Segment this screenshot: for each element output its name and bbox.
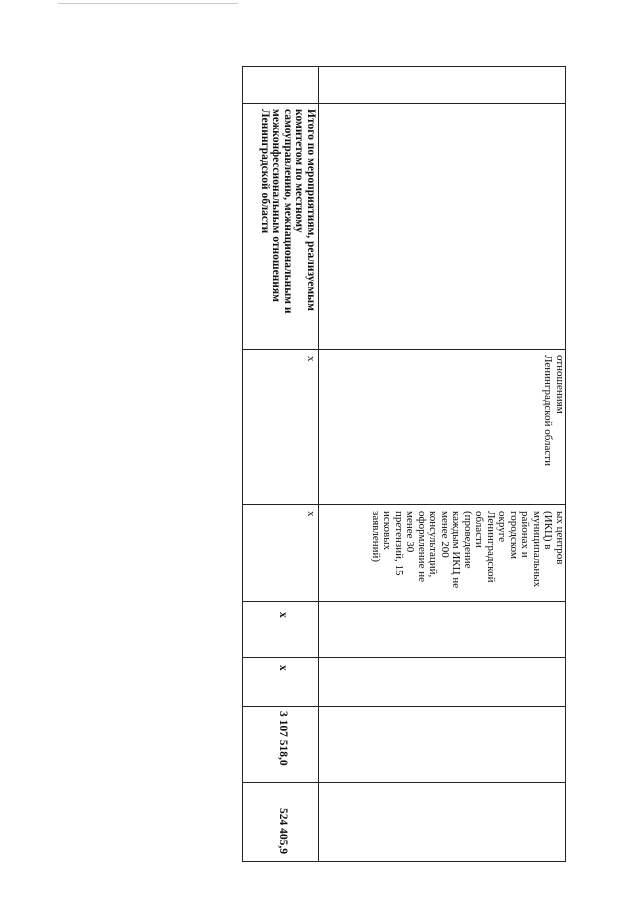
text-line: районах и: [519, 511, 532, 558]
text-line: комитетом по местному: [293, 109, 306, 233]
column-divider: [243, 782, 565, 783]
text-line: (проведение: [462, 511, 474, 569]
total-col2-value: x: [305, 356, 317, 362]
column-divider: [243, 103, 565, 104]
total-col6-value: 3 107 518,0: [277, 711, 289, 766]
text-line: межконфессиональным отношениям: [270, 109, 283, 302]
text-line: консультаций,: [427, 511, 440, 578]
total-col5-value: x: [277, 665, 289, 671]
total-col3-value: x: [305, 511, 317, 517]
text-line: области: [473, 511, 486, 548]
text-line: Итого по мероприятиям, реализуемым: [305, 109, 317, 311]
text-line: заявлений): [370, 511, 382, 563]
column-divider: [243, 657, 565, 658]
text-line: менее 200: [439, 511, 451, 558]
column-divider: [243, 601, 565, 602]
text-line: самоуправлению, межнациональным и: [282, 109, 294, 314]
text-line: Ленинградской области: [542, 355, 555, 466]
text-line: (ИКЦ) в: [542, 511, 555, 550]
column-divider: [243, 349, 565, 350]
budget-table: [242, 66, 566, 862]
text-line: округе: [496, 511, 509, 542]
text-line: оформление не: [416, 511, 428, 582]
text-line: каждым ИКЦ не: [450, 511, 463, 589]
measure-indicator-text: [370, 511, 566, 588]
column-divider: [243, 504, 565, 505]
text-line: претензий, 15: [393, 511, 405, 576]
text-line: исковых: [381, 511, 394, 551]
total-label-text: [259, 109, 317, 314]
text-line: муниципальных: [531, 511, 543, 588]
text-line: Ленинградской области: [259, 109, 271, 234]
measure-responsible-text: [542, 355, 565, 466]
text-line: ых центров: [554, 511, 566, 565]
text-line: отношениям: [554, 355, 566, 414]
scan-artifact-line: [58, 3, 238, 4]
row-divider: [318, 67, 319, 861]
text-line: Ленинградской: [485, 511, 497, 583]
column-divider: [243, 706, 565, 707]
total-col4-value: x: [277, 612, 289, 618]
text-line: городском: [508, 511, 520, 559]
total-col7-value: 524 405,9: [277, 808, 289, 854]
text-line: менее 30: [404, 511, 417, 553]
